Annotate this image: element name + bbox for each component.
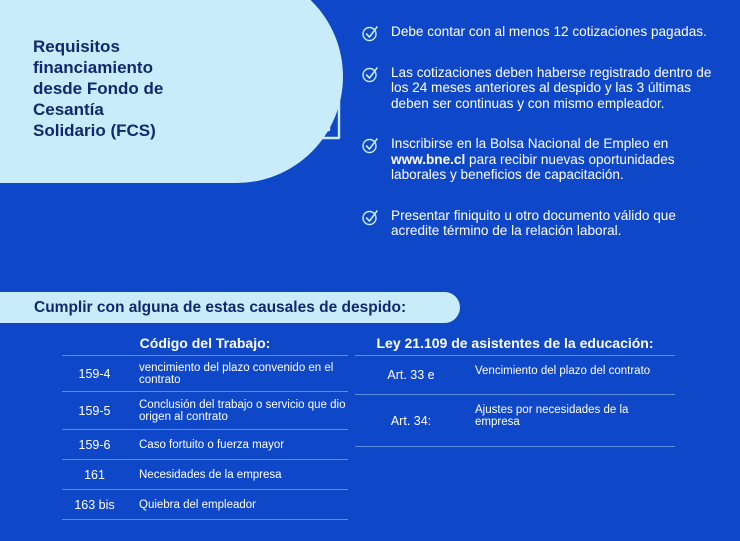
codigo-trabajo-heading: Código del Trabajo: (139, 335, 271, 351)
article-description: Vencimiento del plazo del contrato (467, 356, 675, 395)
article-code: 159-4 (62, 356, 127, 392)
requirement-text: Presentar finiquito u otro documento válido que acredite término de la relación laboral. (391, 207, 676, 238)
requirement-text: Debe contar con al menos 12 cotizaciones pagadas. (391, 24, 707, 39)
section-title: Cumplir con alguna de estas causales de despido: (34, 299, 407, 316)
requirement-text: Inscribirse en la Bolsa Nacional de Empleo en (391, 136, 669, 151)
table-row (62, 490, 348, 520)
article-code: 159-5 (62, 392, 127, 430)
title-line: financiamiento (33, 58, 153, 77)
ley-21109-heading: Ley 21.109 de asistentes de la educación: (376, 335, 654, 351)
article-description: Necesidades de la empresa (127, 460, 348, 490)
requirement-text: Las cotizaciones deben haberse registrado dentro de los 24 meses anteriores al despido y las 3 últimas deben ser continuas y con mismo empleador. (391, 64, 712, 111)
article-code: Art. 34: (355, 395, 467, 447)
article-description: Caso fortuito o fuerza mayor (127, 430, 348, 460)
document-user-checklist-icon (275, 58, 341, 140)
check-circle-icon (362, 25, 379, 42)
check-circle-icon (362, 66, 379, 83)
article-description: vencimiento del plazo convenido en el contrato (127, 356, 348, 392)
title-line: Requisitos (33, 37, 120, 56)
bne-link-text: www.bne.cl (391, 151, 466, 167)
requirement-item (362, 24, 712, 40)
table-row (355, 395, 675, 447)
table-row (62, 460, 348, 490)
article-description: Quiebra del empleador (127, 490, 348, 520)
article-description: Conclusión del trabajo o servicio que dio origen al contrato (127, 392, 348, 430)
title-line: Cesantía (33, 100, 104, 119)
table-row (62, 356, 348, 392)
table-row (62, 392, 348, 430)
article-code: 163 bis (62, 490, 127, 520)
check-circle-icon (362, 209, 379, 226)
ley-21109-table (355, 355, 675, 447)
requirements-list (362, 24, 712, 239)
page-title (33, 36, 213, 141)
article-code: Art. 33 e (355, 356, 467, 395)
article-code: 159-6 (62, 430, 127, 460)
requirement-item (362, 65, 712, 112)
article-description: Ajustes por necesidades de la empresa (467, 395, 675, 447)
table-row (355, 356, 675, 395)
table-row (62, 430, 348, 460)
requirement-text: para recibir nuevas oportunidades laborales y beneficios de capacitación. (391, 151, 675, 182)
codigo-trabajo-table (62, 355, 348, 520)
check-circle-icon (362, 137, 379, 154)
title-line: desde Fondo de (33, 79, 164, 98)
requirement-item (362, 136, 712, 183)
article-code: 161 (62, 460, 127, 490)
requirement-item (362, 208, 712, 239)
title-line: Solidario (FCS) (33, 121, 156, 140)
